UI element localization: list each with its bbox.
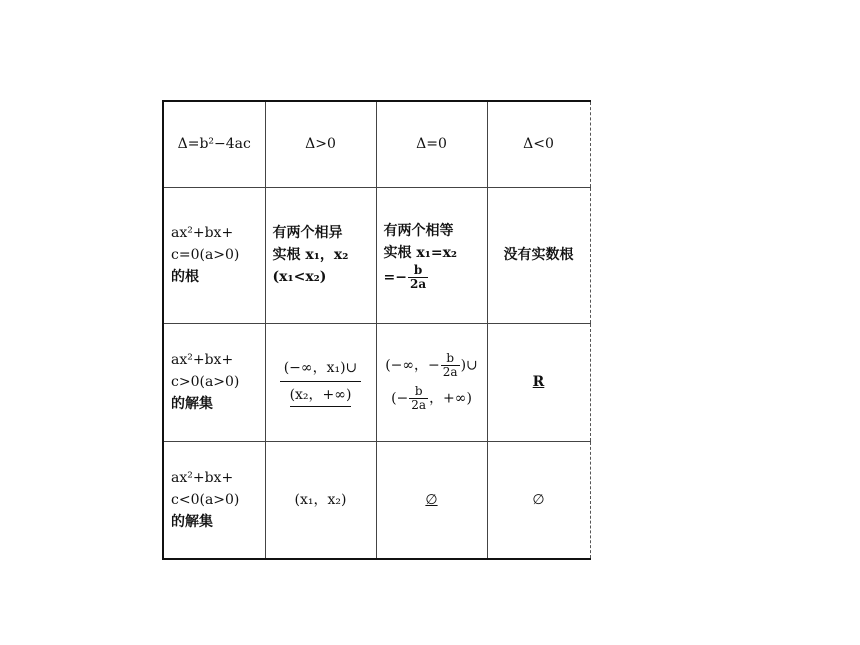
table-row-roots	[163, 187, 590, 323]
row-label-less: ax²+bx+ c<0(a>0) 的解集	[163, 441, 265, 559]
table-row-less	[163, 441, 590, 559]
table-row-greater	[163, 323, 590, 441]
roots-delta-positive: 有两个相异 实根 x₁，x₂ (x₁<x₂)	[265, 187, 376, 323]
greater-delta-positive: $\frac{\text{(−∞，x₁)∪}}{\text{(x₂，+∞)}}$	[265, 323, 376, 441]
row-label-greater: ax²+bx+ c>0(a>0) 的解集	[163, 323, 265, 441]
row-label-roots: ax²+bx+ c=0(a>0) 的根	[163, 187, 265, 323]
greater-delta-zero: (−∞，− $\frac{b}{2a}$ )∪ (− $\frac{b}{2a}$ ，+∞)	[376, 323, 487, 441]
header-delta-zero: Δ=0	[376, 101, 487, 187]
greater-delta-negative: R	[487, 323, 590, 441]
header-discriminant: Δ=b²−4ac	[163, 101, 265, 187]
less-delta-zero: ∅	[376, 441, 487, 559]
header-delta-negative: Δ<0	[487, 101, 590, 187]
quadratic-inequality-table	[162, 100, 591, 560]
roots-delta-negative: 没有实数根	[487, 187, 590, 323]
header-delta-positive: Δ>0	[265, 101, 376, 187]
fraction-b-over-2a: $\frac{b}{2a}$	[409, 262, 427, 291]
header-row	[163, 101, 590, 187]
roots-delta-zero: 有两个相等 实根 x₁=x₂ =− $\frac{b}{2a}$	[376, 187, 487, 323]
less-delta-positive: (x₁，x₂)	[265, 441, 376, 559]
less-delta-negative: ∅	[487, 441, 590, 559]
fraction-b-over-2a: $\frac{b}{2a}$	[442, 351, 458, 379]
fraction-b-over-2a: $\frac{b}{2a}$	[411, 384, 427, 412]
